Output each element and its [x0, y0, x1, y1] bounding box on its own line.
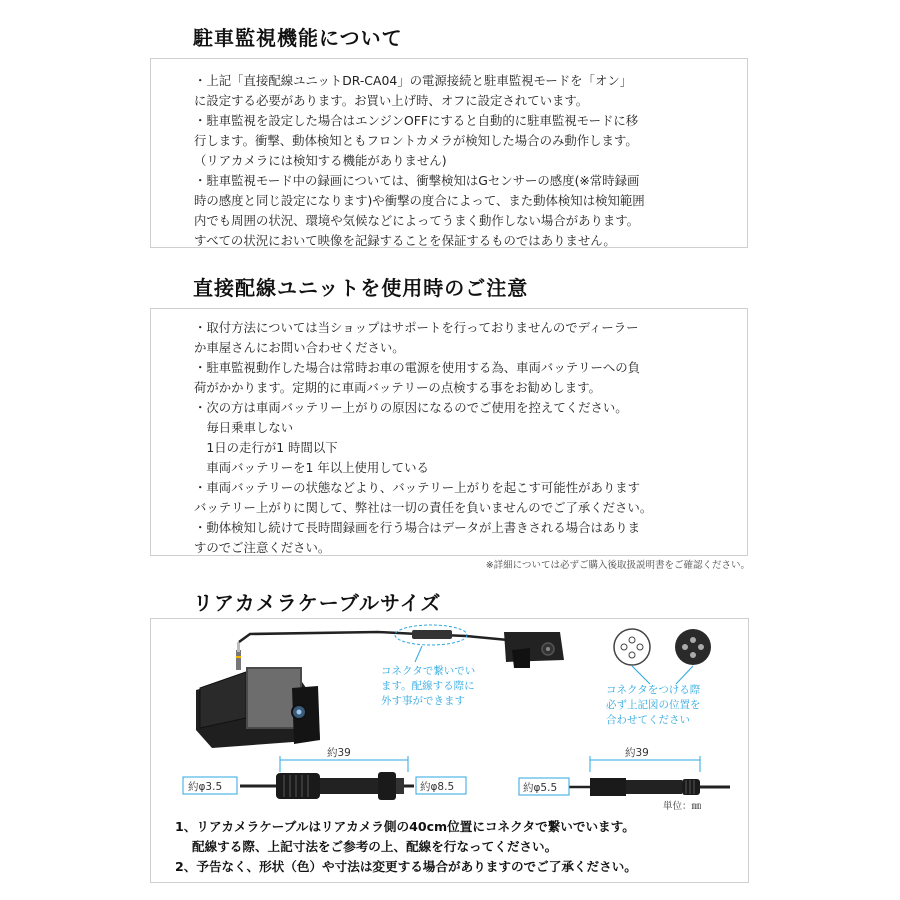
right-length-label: 約39	[625, 747, 649, 759]
connector-pin-diagram-female	[675, 629, 711, 665]
text-line: ・駐車監視動作した場合は常時お車の電源を使用する為、車両バッテリーへの負	[194, 360, 641, 375]
text-line: 1日の走行が1 時間以下	[194, 440, 338, 455]
text-line: 内でも周囲の状況、環境や気候などによってうまく動作しない場合があります。	[194, 213, 640, 228]
connector-note-line: 外す事ができます	[381, 695, 465, 707]
text-line: 車両バッテリーを1 年以上使用している	[194, 460, 429, 475]
manual-note: ※詳細については必ずご購入後取扱説明書をご確認ください。	[485, 560, 750, 571]
text-line: ・駐車監視を設定した場合はエンジンOFFにすると自動的に駐車監視モードに移	[194, 113, 639, 128]
text-line: ・上記「直接配線ユニットDR-CA04」の電源接続と駐車監視モードを「オン」	[194, 73, 633, 88]
unit-label: 単位：㎜	[663, 801, 702, 812]
right-diameter-label: 約φ5.5	[523, 782, 558, 794]
text-line: すのでご注意ください。	[194, 540, 331, 555]
cable-connector	[412, 630, 452, 639]
cable-line	[239, 632, 508, 642]
connector-leader-line	[415, 646, 422, 662]
text-line: バッテリー上がりに関して、弊社は一切の責任を負いませんのでご了承ください。	[194, 500, 653, 515]
connector-note-line: ます。配線する際に	[381, 680, 475, 692]
rear-camera-illustration	[504, 632, 564, 668]
footer-note-line: 配線する際、上記寸法をご参考の上、配線を行なってください。	[175, 839, 558, 854]
left-diameter-label: 約φ3.5	[188, 781, 223, 793]
footer-note-line: 2、予告なく、形状（色）や寸法は変更する場合がありますのでご了承ください。	[175, 859, 637, 874]
attach-note-line: 合わせてください	[606, 714, 690, 726]
left-connector-diameter-label: 約φ8.5	[420, 781, 455, 793]
section-title-parking-monitor: 駐車監視機能について	[193, 26, 403, 50]
text-line: すべての状況において映像を記録することを保証するものではありません。	[194, 233, 616, 248]
attach-note-line: コネクタをつける際	[606, 684, 701, 696]
text-line: か車屋さんにお問い合わせください。	[194, 340, 405, 355]
text-line: ・取付方法については当ショップはサポートを行っておりませんのでディーラー	[194, 320, 639, 335]
text-line: ・駐車監視モード中の録画については、衝撃検知はGセンサーの感度(※常時録画	[194, 173, 640, 188]
right-connector-drawing	[556, 778, 730, 796]
text-line: ・動体検知し続けて長時間録画を行う場合はデータが上書きされる場合はありま	[194, 520, 641, 535]
text-line: 時の感度と同じ設定になります)や衝撃の度合によって、また動体検知は検知範囲	[194, 193, 645, 208]
attach-note-line: 必ず上記図の位置を	[606, 699, 701, 711]
text-line: に設定する必要があります。お買い上げ時、オフに設定されています。	[194, 93, 589, 108]
text-line: （リアカメラには検知する機能がありません)	[194, 153, 447, 168]
footer-note-line: 1、リアカメラケーブルはリアカメラ側の40cm位置にコネクタで繋いでいます。	[175, 819, 635, 834]
text-line: ・車両バッテリーの状態などより、バッテリー上がりを起こす可能性があります	[194, 480, 641, 495]
text-line: ・次の方は車両バッテリー上がりの原因になるのでご使用を控えてください。	[194, 400, 628, 415]
connector-note-line: コネクタで繋いでい	[381, 665, 476, 677]
text-line: 荷がかかります。定期的に車両バッテリーの点検する事をお勧めします。	[194, 380, 601, 395]
left-length-label: 約39	[327, 747, 351, 759]
dashcam-illustration	[196, 642, 320, 748]
cable-footer-notes	[175, 817, 637, 877]
section-title-direct-wiring: 直接配線ユニットを使用時のご注意	[193, 276, 529, 300]
section-title-cable-size: リアカメラケーブルサイズ	[193, 591, 442, 615]
left-connector-drawing	[240, 772, 414, 800]
text-line: 毎日乗車しない	[194, 420, 294, 435]
text-line: 行します。衝撃、動体検知ともフロントカメラが検知した場合のみ動作します。	[194, 133, 638, 148]
connector-pin-diagram-male	[614, 629, 650, 665]
pin-leader-line-right	[676, 666, 693, 684]
pin-leader-line-left	[632, 666, 650, 684]
